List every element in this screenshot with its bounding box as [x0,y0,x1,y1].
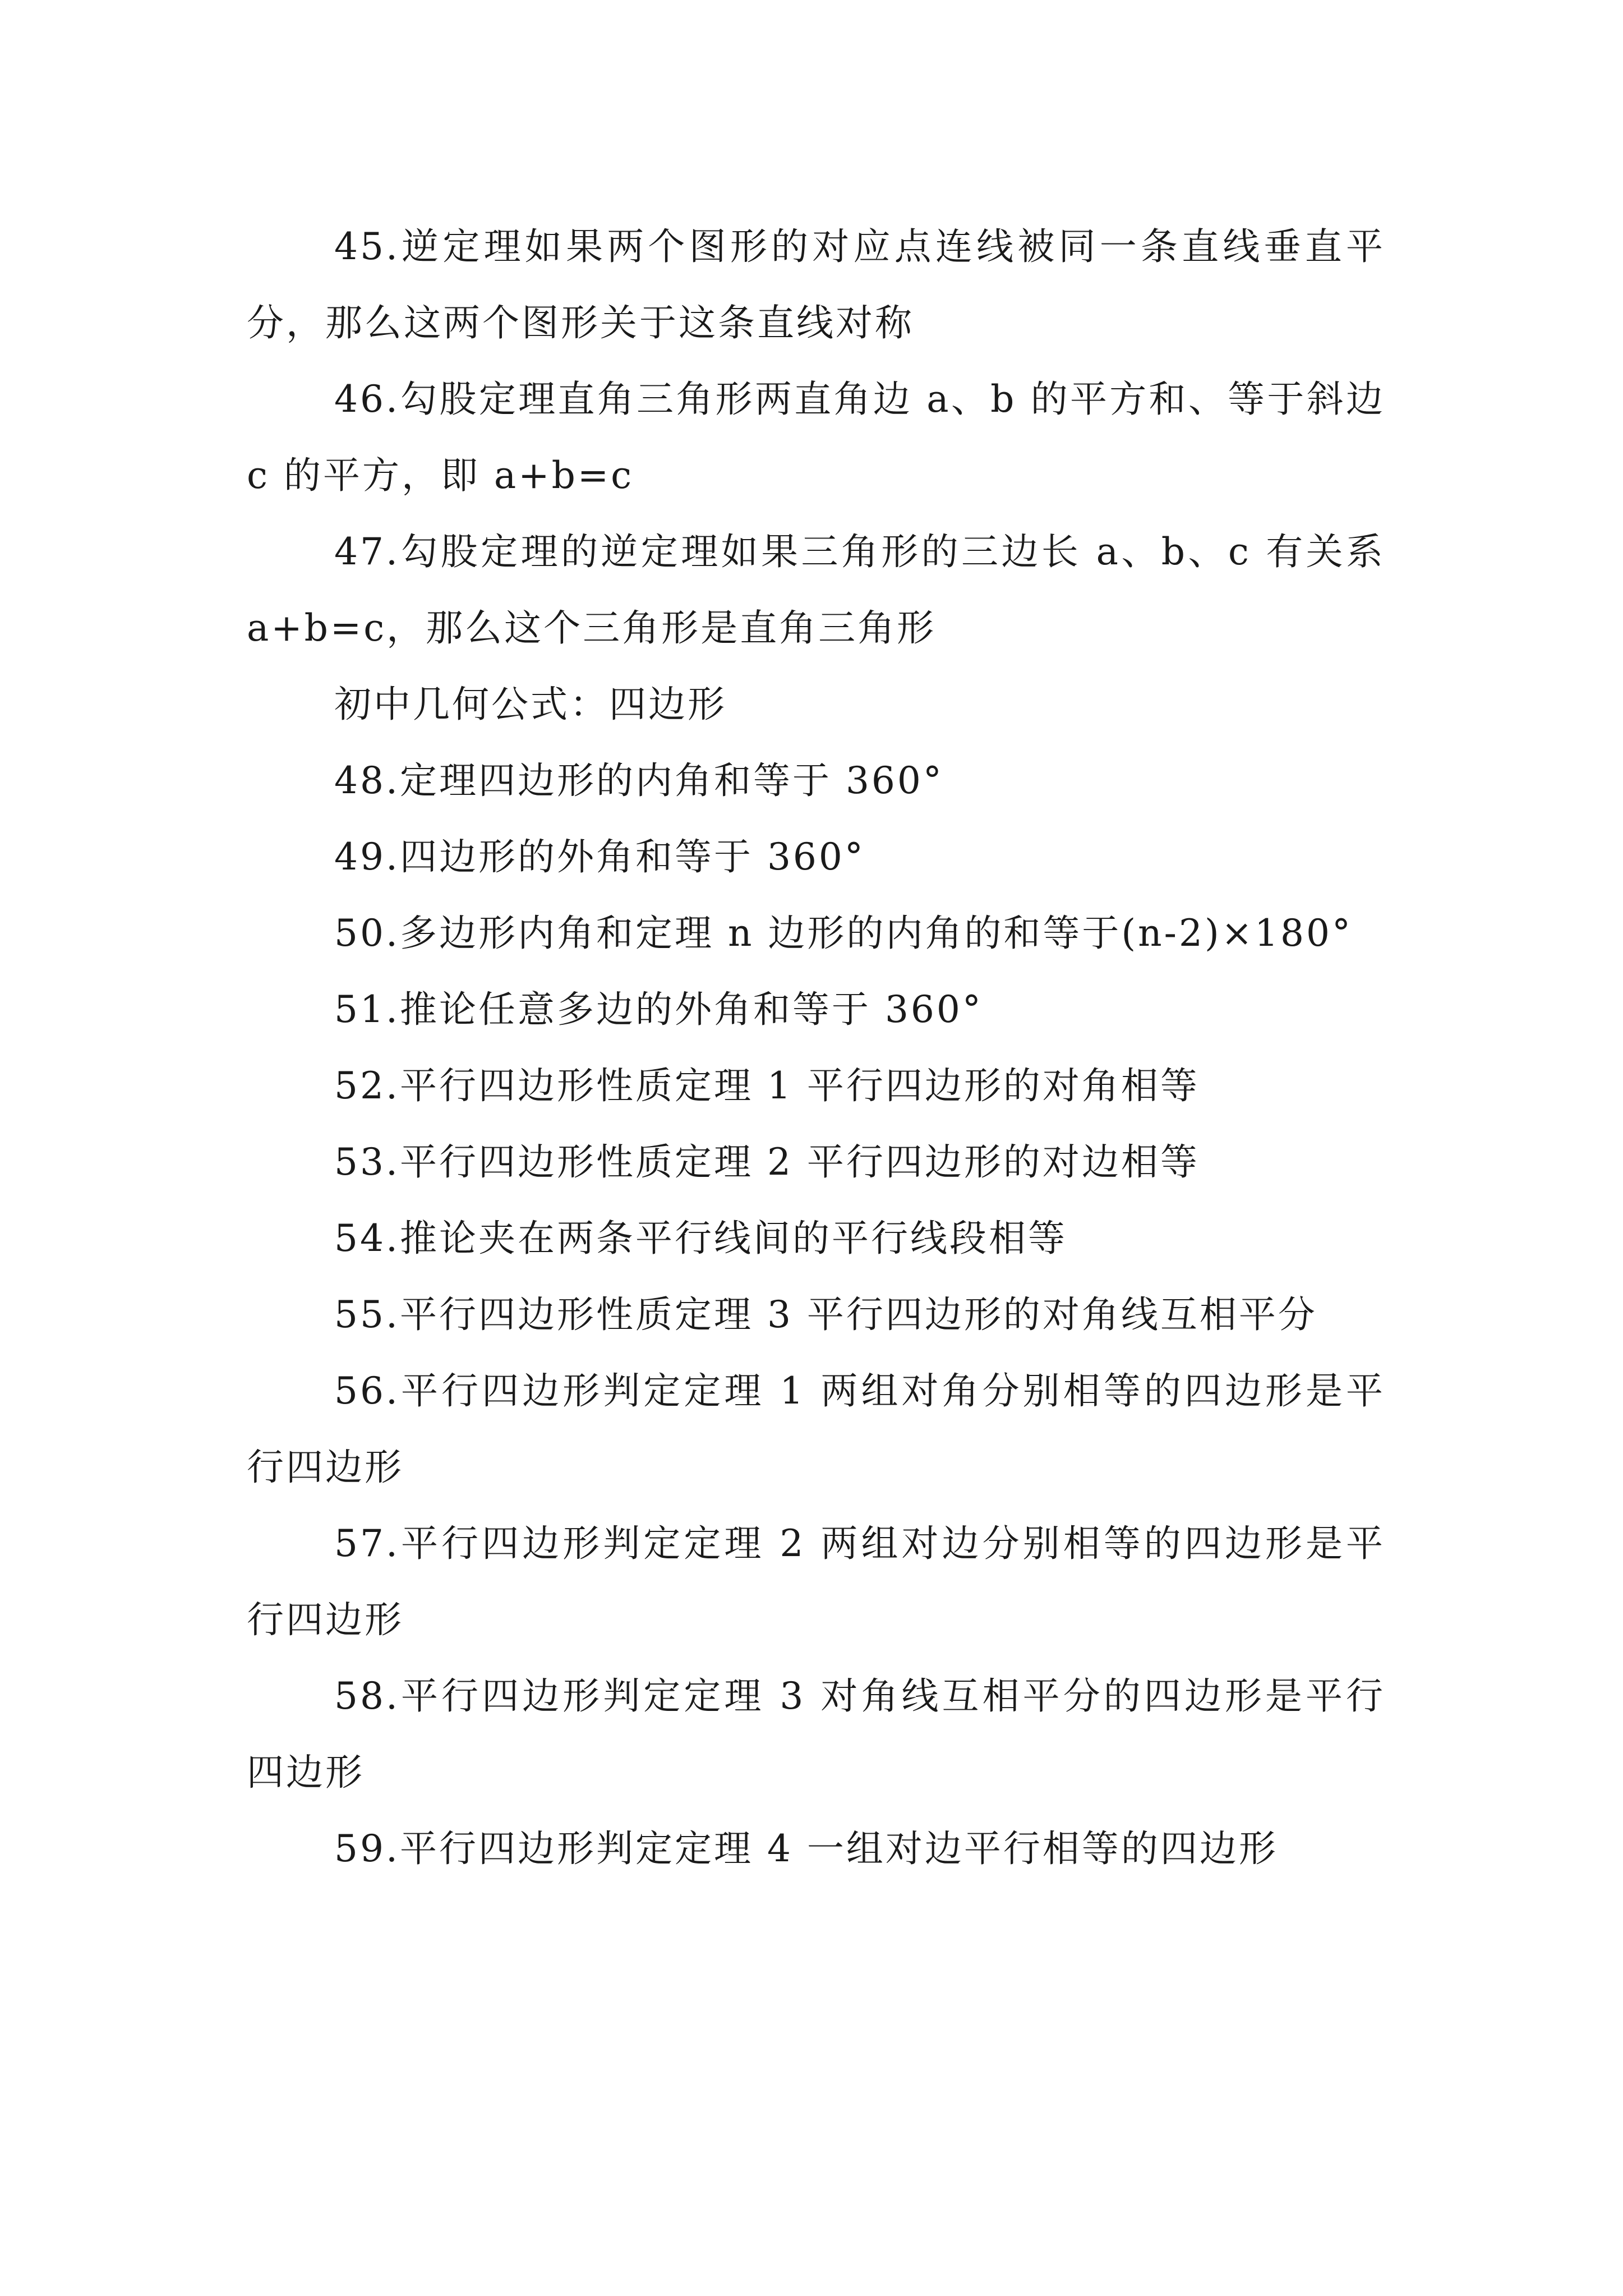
paragraph-50: 50.多边形内角和定理 n 边形的内角的和等于(n-2)×180° [334,912,1353,955]
paragraph-57: 57.平行四边形判定定理 2 两组对边分别相等的四边形是平行四边形 [247,1522,1385,1641]
paragraph-53: 53.平行四边形性质定理 2 平行四边形的对边相等 [334,1140,1200,1184]
paragraph-55: 55.平行四边形性质定理 3 平行四边形的对角线互相平分 [334,1293,1317,1336]
paragraph-49: 49.四边形的外角和等于 360° [334,835,865,878]
paragraph-59: 59.平行四边形判定定理 4 一组对边平行相等的四边形 [334,1827,1278,1870]
paragraph-51: 51.推论任意多边的外角和等于 360° [334,988,983,1031]
paragraph-56: 56.平行四边形判定定理 1 两组对角分别相等的四边形是平行四边形 [247,1369,1385,1489]
paragraph-52: 52.平行四边形性质定理 1 平行四边形的对角相等 [334,1064,1200,1107]
paragraph-47: 47.勾股定理的逆定理如果三角形的三边长 a、b、c 有关系 a+b=c，那么这个三角形是直角三角形 [247,530,1385,650]
paragraph-46: 46.勾股定理直角三角形两直角边 a、b 的平方和、等于斜边 c 的平方，即 a+b=c [247,378,1385,497]
paragraph-54: 54.推论夹在两条平行线间的平行线段相等 [334,1217,1067,1260]
paragraph-58: 58.平行四边形判定定理 3 对角线互相平分的四边形是平行四边形 [247,1674,1385,1794]
section-heading: 初中几何公式：四边形 [334,683,727,726]
document-body [247,209,1385,1887]
paragraph-45: 45.逆定理如果两个图形的对应点连线被同一条直线垂直平分，那么这两个图形关于这条直线对称 [247,225,1385,344]
paragraph-48: 48.定理四边形的内角和等于 360° [334,759,944,802]
